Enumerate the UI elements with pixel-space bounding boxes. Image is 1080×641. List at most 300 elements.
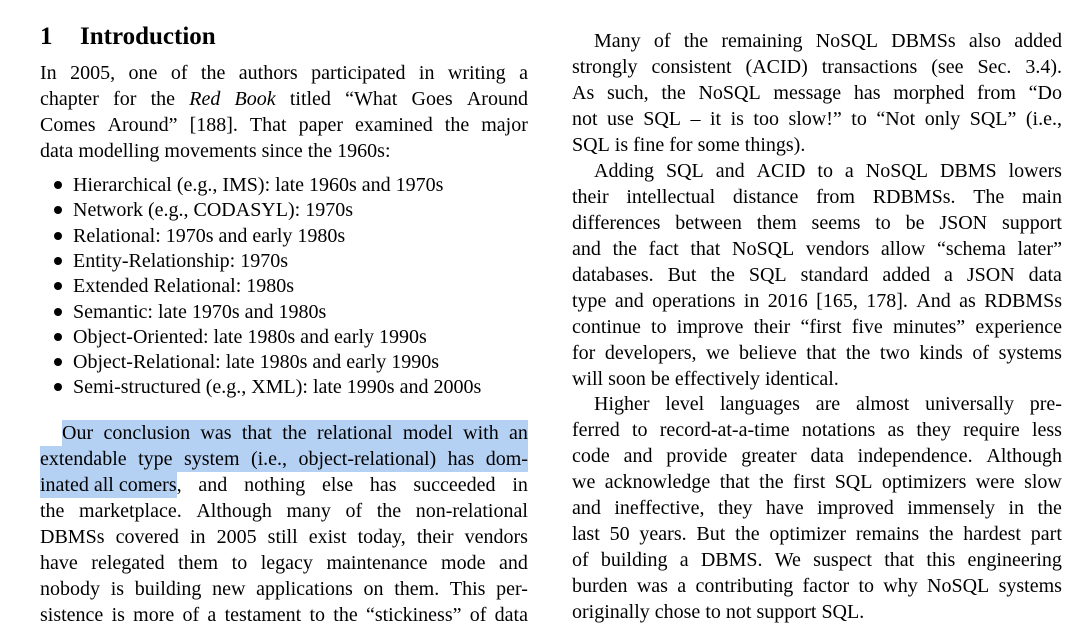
word: differences bbox=[572, 212, 661, 234]
word: And bbox=[916, 290, 951, 312]
word: code bbox=[572, 445, 610, 467]
word: to bbox=[309, 604, 326, 626]
word: model bbox=[402, 422, 453, 444]
word: per- bbox=[496, 578, 528, 600]
word: databases. bbox=[572, 264, 654, 286]
word: SQL bbox=[572, 134, 610, 156]
word: of bbox=[653, 30, 671, 52]
word: why bbox=[883, 575, 918, 597]
word: DBMS. bbox=[700, 549, 763, 571]
word: the bbox=[759, 471, 784, 493]
word: too bbox=[753, 108, 779, 130]
word: succeeded bbox=[413, 474, 496, 496]
list-item-text: Semantic: late 1970s and 1980s bbox=[73, 300, 327, 323]
word: Sec. bbox=[977, 56, 1012, 78]
word: As bbox=[572, 82, 595, 104]
paragraph-line[interactable] bbox=[572, 288, 1062, 314]
paragraph-line[interactable] bbox=[40, 472, 528, 498]
word: contributing bbox=[695, 575, 794, 597]
word: in bbox=[189, 526, 206, 548]
word: not bbox=[572, 108, 598, 130]
word: ferred bbox=[572, 419, 620, 441]
word: The bbox=[973, 186, 1005, 208]
word: allow bbox=[880, 238, 926, 260]
word: in bbox=[418, 62, 435, 84]
word: were bbox=[975, 471, 1015, 493]
word: JSON bbox=[966, 264, 1015, 286]
word: data bbox=[40, 140, 74, 162]
word: JSON bbox=[939, 212, 988, 234]
word: nobody bbox=[40, 578, 100, 600]
paragraph-line[interactable] bbox=[40, 138, 528, 164]
word: operations bbox=[652, 290, 736, 312]
paragraph-line[interactable] bbox=[572, 573, 1062, 599]
word: many bbox=[286, 500, 331, 522]
word: sistence bbox=[40, 604, 104, 626]
list-item-text: Entity-Relationship: 1970s bbox=[73, 249, 288, 272]
bullet-icon bbox=[54, 308, 62, 316]
word: NoSQL bbox=[732, 238, 795, 260]
word: the bbox=[612, 238, 637, 260]
word: In bbox=[40, 62, 57, 84]
word: and bbox=[572, 238, 601, 260]
word: SQL bbox=[748, 264, 787, 286]
word: a bbox=[944, 264, 953, 286]
word: the bbox=[150, 88, 176, 110]
paragraph-line[interactable] bbox=[40, 550, 528, 576]
word: standard bbox=[800, 264, 869, 286]
word: for bbox=[572, 342, 596, 364]
word: the bbox=[444, 114, 470, 136]
word: , bbox=[176, 474, 182, 496]
paragraph-line[interactable] bbox=[572, 132, 1062, 158]
word: 1960s: bbox=[337, 140, 391, 162]
word: modelling bbox=[78, 140, 160, 162]
word: last bbox=[572, 523, 600, 545]
paragraph-line[interactable] bbox=[572, 366, 1062, 392]
list-item-text: Semi-structured (e.g., XML): late 1990s and 2000s bbox=[73, 376, 482, 399]
word: chose bbox=[654, 601, 701, 623]
word: This bbox=[449, 578, 486, 600]
word: transactions bbox=[821, 56, 918, 78]
word: optimizers bbox=[881, 471, 967, 493]
paragraph-line[interactable] bbox=[572, 521, 1062, 547]
bullet-icon bbox=[54, 257, 62, 265]
word: soon bbox=[608, 368, 646, 390]
word: not bbox=[725, 601, 752, 623]
paragraph-line[interactable] bbox=[572, 443, 1062, 469]
paragraph-line[interactable] bbox=[572, 210, 1062, 236]
word: morphed bbox=[893, 82, 965, 104]
paragraph-line[interactable] bbox=[572, 54, 1062, 80]
word: marketplace. bbox=[79, 500, 182, 522]
word: consistent bbox=[651, 56, 732, 78]
word: DBMSs bbox=[891, 30, 956, 52]
word: the bbox=[1037, 497, 1062, 519]
word: “stickiness” bbox=[365, 604, 462, 626]
word: from bbox=[816, 186, 855, 208]
word: is bbox=[730, 108, 744, 130]
word: that bbox=[690, 238, 721, 260]
word: to bbox=[705, 601, 721, 623]
word: has bbox=[853, 82, 881, 104]
word: data bbox=[494, 604, 528, 626]
word: seems bbox=[811, 212, 861, 234]
word: else bbox=[322, 474, 354, 496]
word: the bbox=[200, 62, 226, 84]
word: But bbox=[667, 264, 697, 286]
word: them bbox=[756, 212, 797, 234]
paragraph-line[interactable] bbox=[40, 446, 528, 472]
word: exist bbox=[308, 526, 347, 548]
word: covered bbox=[115, 526, 179, 548]
word: relational bbox=[316, 422, 393, 444]
word: dom- bbox=[485, 448, 528, 470]
word: of bbox=[469, 604, 487, 626]
section-number: 1 bbox=[40, 23, 53, 50]
word: the bbox=[40, 500, 65, 522]
word: pre- bbox=[1029, 393, 1062, 415]
word: immensely bbox=[907, 497, 995, 519]
paragraph-line[interactable] bbox=[40, 576, 528, 602]
paragraph-line[interactable] bbox=[572, 314, 1062, 340]
word: a bbox=[519, 62, 528, 84]
word: the bbox=[683, 30, 709, 52]
word: kinds bbox=[919, 342, 963, 364]
bullet-icon bbox=[54, 181, 62, 189]
word: type bbox=[138, 448, 173, 470]
word: Goes bbox=[411, 88, 453, 110]
word: legacy bbox=[260, 552, 313, 574]
word: still bbox=[267, 526, 298, 548]
bullet-icon bbox=[54, 383, 62, 391]
word: Red bbox=[189, 88, 221, 110]
word: support bbox=[1001, 212, 1062, 234]
list-item-text: Relational: 1970s and early 1980s bbox=[73, 224, 346, 247]
word: is bbox=[110, 578, 125, 600]
word: applications bbox=[256, 578, 353, 600]
word: added bbox=[1014, 30, 1062, 52]
word: data bbox=[1028, 264, 1062, 286]
word: is bbox=[614, 134, 629, 156]
paragraph-line[interactable] bbox=[572, 469, 1062, 495]
word: vendors bbox=[805, 238, 870, 260]
word: some bbox=[697, 134, 740, 156]
paragraph-line[interactable] bbox=[40, 524, 528, 550]
word: NoSQL bbox=[815, 30, 878, 52]
word: more bbox=[133, 604, 175, 626]
word: “What bbox=[345, 88, 398, 110]
word: movements bbox=[164, 140, 257, 162]
word: the bbox=[735, 523, 760, 545]
paragraph-line[interactable] bbox=[572, 80, 1062, 106]
bullet-icon bbox=[54, 232, 62, 240]
word: their bbox=[753, 316, 791, 338]
word: the bbox=[845, 342, 871, 364]
word: improved bbox=[817, 497, 894, 519]
word: that bbox=[884, 549, 915, 571]
word: improve bbox=[676, 316, 744, 338]
word: record-at-a-time bbox=[659, 419, 790, 441]
word: RDBMSs. bbox=[872, 186, 956, 208]
word: Although bbox=[986, 445, 1062, 467]
word: only bbox=[924, 108, 961, 130]
word: be bbox=[905, 212, 925, 234]
word: Although bbox=[196, 500, 272, 522]
word: the bbox=[661, 82, 686, 104]
word: slow!” bbox=[788, 108, 842, 130]
word: examined bbox=[355, 114, 433, 136]
word: the bbox=[376, 500, 402, 522]
word: DBMSs bbox=[40, 526, 105, 548]
word: ACID bbox=[756, 160, 806, 182]
word: type bbox=[572, 290, 607, 312]
word: years. bbox=[639, 523, 687, 545]
word: (see bbox=[931, 56, 964, 78]
word: NoSQL bbox=[698, 82, 761, 104]
paragraph-line[interactable] bbox=[40, 86, 528, 112]
word: between bbox=[675, 212, 742, 234]
word: as bbox=[887, 419, 905, 441]
bullet-icon bbox=[54, 282, 62, 290]
word: in bbox=[1008, 497, 1025, 519]
word: two bbox=[879, 342, 910, 364]
word: – bbox=[690, 108, 701, 130]
word: acknowledge bbox=[604, 471, 711, 493]
word: object-relational) bbox=[298, 448, 437, 470]
word: effectively bbox=[674, 368, 760, 390]
word: authors bbox=[238, 62, 298, 84]
word: [188]. bbox=[189, 114, 238, 136]
word: and bbox=[614, 290, 644, 312]
word: first bbox=[793, 471, 826, 493]
word: almost bbox=[855, 393, 910, 415]
section-heading bbox=[40, 21, 216, 53]
highlighted-text[interactable] bbox=[62, 420, 528, 446]
word: languages bbox=[719, 393, 800, 415]
paragraph-line[interactable] bbox=[40, 60, 528, 86]
word: Around bbox=[466, 88, 528, 110]
word: We bbox=[774, 549, 801, 571]
word: 178]. bbox=[866, 290, 908, 312]
word: we bbox=[572, 471, 596, 493]
paragraph-line[interactable] bbox=[572, 106, 1062, 132]
word: SQL bbox=[665, 160, 704, 182]
word: and bbox=[572, 497, 601, 519]
word: system bbox=[183, 448, 240, 470]
word: Comes bbox=[40, 114, 96, 136]
word: Book bbox=[234, 88, 276, 110]
word: less bbox=[1031, 419, 1062, 441]
word: DBMS bbox=[939, 160, 997, 182]
word: Adding bbox=[594, 160, 654, 182]
word: burden bbox=[572, 575, 628, 597]
list-item-text: Object-Oriented: late 1980s and early 1990s bbox=[73, 325, 427, 348]
paragraph-line[interactable] bbox=[594, 391, 1062, 417]
word: also bbox=[968, 30, 1002, 52]
word: the bbox=[282, 422, 307, 444]
word: of bbox=[972, 342, 989, 364]
word: in bbox=[512, 474, 528, 496]
word: they bbox=[916, 419, 951, 441]
word: fact bbox=[648, 238, 679, 260]
word: “Not bbox=[876, 108, 916, 130]
word: believe bbox=[738, 342, 797, 364]
word: NoSQL bbox=[865, 160, 928, 182]
word: later” bbox=[1017, 238, 1062, 260]
bullet-icon bbox=[54, 206, 62, 214]
paragraph-line[interactable] bbox=[572, 599, 1062, 625]
line-text bbox=[177, 472, 528, 498]
word: SQL bbox=[643, 108, 681, 130]
word: major bbox=[481, 114, 528, 136]
word: 2005, bbox=[70, 62, 116, 84]
paragraph-line[interactable] bbox=[572, 184, 1062, 210]
word: that bbox=[241, 422, 272, 444]
word: systems bbox=[998, 575, 1062, 597]
paragraph-line[interactable] bbox=[572, 417, 1062, 443]
word: Our bbox=[62, 422, 94, 444]
word: on bbox=[363, 578, 384, 600]
word: a bbox=[844, 160, 854, 182]
word: have bbox=[40, 552, 78, 574]
word: non-relational bbox=[415, 500, 528, 522]
word: identical. bbox=[764, 368, 839, 390]
word: for bbox=[669, 134, 693, 156]
word: slow bbox=[1024, 471, 1062, 493]
word: was bbox=[636, 575, 668, 597]
word: to bbox=[651, 316, 667, 338]
word: building bbox=[600, 549, 668, 571]
word: their bbox=[572, 186, 609, 208]
word: to bbox=[231, 552, 248, 574]
word: has bbox=[447, 448, 475, 470]
word: maintenance bbox=[326, 552, 428, 574]
paragraph-line[interactable] bbox=[572, 495, 1062, 521]
word: continue bbox=[572, 316, 641, 338]
word: and bbox=[715, 160, 745, 182]
word: 2016 bbox=[767, 290, 808, 312]
word: one bbox=[128, 62, 158, 84]
word: of bbox=[572, 549, 589, 571]
word: to bbox=[875, 212, 891, 234]
word: intellectual bbox=[626, 186, 716, 208]
word: 3.4). bbox=[1025, 56, 1062, 78]
word: require bbox=[963, 419, 1020, 441]
word: a bbox=[207, 604, 217, 626]
word: are bbox=[815, 393, 841, 415]
word: fine bbox=[633, 134, 665, 156]
word: we bbox=[706, 342, 730, 364]
word: this bbox=[926, 549, 956, 571]
word: testament bbox=[224, 604, 302, 626]
word: SQL bbox=[834, 471, 873, 493]
paragraph-line[interactable] bbox=[572, 262, 1062, 288]
word: the bbox=[307, 140, 333, 162]
word: 2005 bbox=[216, 526, 257, 548]
list-item-text: Object-Relational: late 1980s and early 1990s bbox=[73, 351, 440, 374]
word: was bbox=[200, 422, 232, 444]
word: to bbox=[631, 419, 648, 441]
word: and bbox=[623, 445, 653, 467]
word: support bbox=[756, 601, 817, 623]
word: suspect bbox=[813, 549, 872, 571]
word: provide bbox=[666, 445, 728, 467]
word: that bbox=[719, 471, 750, 493]
word: minutes” bbox=[892, 316, 966, 338]
word: it bbox=[709, 108, 722, 130]
word: remains bbox=[855, 523, 920, 545]
word: their bbox=[416, 526, 454, 548]
word: main bbox=[1021, 186, 1062, 208]
bullet-icon bbox=[54, 358, 62, 366]
paragraph-line[interactable] bbox=[62, 420, 528, 446]
word: distance bbox=[732, 186, 799, 208]
paragraph-line[interactable] bbox=[40, 112, 528, 138]
word: the bbox=[928, 523, 954, 545]
section-title: Introduction bbox=[80, 23, 216, 50]
word: chapter bbox=[40, 88, 99, 110]
word: “Do bbox=[1028, 82, 1062, 104]
word: (i.e., bbox=[1025, 108, 1062, 130]
word: vendors bbox=[464, 526, 528, 548]
word: universally bbox=[925, 393, 1014, 415]
word: the bbox=[710, 264, 735, 286]
word: notations bbox=[801, 419, 876, 441]
word: hardest bbox=[963, 523, 1021, 545]
word: building bbox=[134, 578, 202, 600]
bullet-icon bbox=[54, 333, 62, 341]
word: of bbox=[182, 604, 200, 626]
word: Higher bbox=[594, 393, 650, 415]
word: them bbox=[178, 552, 219, 574]
paragraph-line[interactable] bbox=[594, 28, 1062, 54]
word: an bbox=[509, 422, 528, 444]
word: to bbox=[817, 160, 833, 182]
word: optimizer bbox=[769, 523, 847, 545]
word: since bbox=[261, 140, 303, 162]
word: remaining bbox=[721, 30, 803, 52]
list-item-text: Network (e.g., CODASYL): 1970s bbox=[73, 199, 353, 222]
highlighted-text[interactable]: inated all comers bbox=[40, 474, 177, 496]
word: experience bbox=[975, 316, 1062, 338]
word: originally bbox=[572, 601, 650, 623]
word: they bbox=[717, 497, 753, 519]
word: things). bbox=[744, 134, 806, 156]
paragraph-line[interactable] bbox=[572, 340, 1062, 366]
word: developers, bbox=[604, 342, 697, 364]
word: five bbox=[851, 316, 883, 338]
word: titled bbox=[289, 88, 331, 110]
paragraph-line[interactable] bbox=[572, 547, 1062, 573]
word: message bbox=[773, 82, 842, 104]
paragraph-line[interactable] bbox=[40, 602, 528, 628]
word: relegated bbox=[91, 552, 165, 574]
word: part bbox=[1030, 523, 1062, 545]
word: systems bbox=[998, 342, 1062, 364]
word: ineffective, bbox=[614, 497, 705, 519]
word: and bbox=[499, 552, 528, 574]
paragraph-line[interactable] bbox=[40, 498, 528, 524]
word: NoSQL bbox=[927, 575, 990, 597]
paragraph-line[interactable] bbox=[594, 158, 1062, 184]
paragraph-line[interactable] bbox=[572, 236, 1062, 262]
word: participated bbox=[311, 62, 406, 84]
word: “first bbox=[800, 316, 842, 338]
word: conclusion bbox=[103, 422, 191, 444]
word: will bbox=[572, 368, 604, 390]
word: added bbox=[882, 264, 931, 286]
